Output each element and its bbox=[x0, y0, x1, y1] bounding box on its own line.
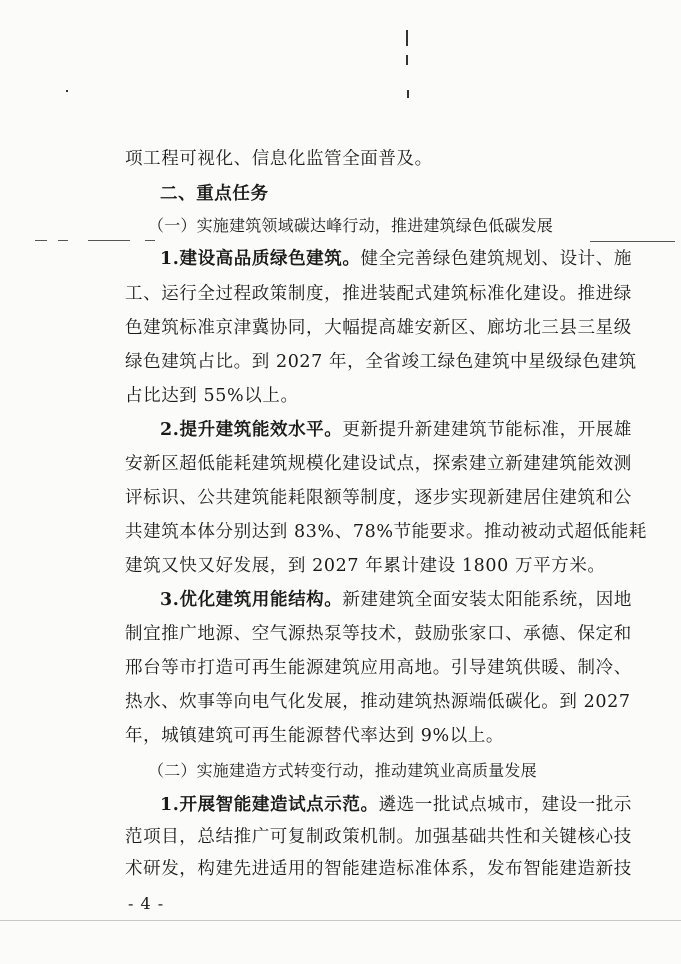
text-line: 工、运行全过程政策制度，推进装配式建筑标准化建设。推进绿 bbox=[125, 284, 632, 304]
text-line: 年，城镇建筑可再生能源替代率达到 9%以上。 bbox=[125, 726, 505, 746]
lead-heading: 2.提升建筑能效水平。 bbox=[160, 420, 343, 440]
lead-heading: 1.建设高品质绿色建筑。 bbox=[160, 249, 361, 269]
section-heading: 二、重点任务 bbox=[160, 184, 269, 204]
scan-dash bbox=[590, 241, 675, 242]
lead-text: 健全完善绿色建筑规划、设计、施 bbox=[360, 249, 632, 269]
text-line: 范项目，总结推广可复制政策机制。加强基础共性和关键核心技 bbox=[125, 827, 632, 847]
paragraph-lead-line bbox=[160, 245, 632, 273]
paragraph-lead-line bbox=[160, 416, 632, 444]
text-line: 占比达到 55%以上。 bbox=[125, 386, 299, 406]
lead-text: 遴选一批试点城市，建设一批示 bbox=[378, 795, 632, 815]
scan-dash bbox=[35, 240, 47, 241]
subsection-heading: （二）实施建造方式转变行动，推动建筑业高质量发展 bbox=[148, 761, 537, 780]
text-line: 共建筑本体分别达到 83%、78%节能要求。推动被动式超低能耗 bbox=[125, 522, 647, 542]
paragraph-lead-line bbox=[160, 586, 632, 614]
lead-text: 新建建筑全面安装太阳能系统，因地 bbox=[342, 590, 632, 610]
paragraph-lead-line bbox=[160, 791, 632, 819]
text-line: 评标识、公共建筑能耗限额等制度，逐步实现新建居住建筑和公 bbox=[125, 488, 632, 508]
scan-mark bbox=[406, 30, 408, 46]
text-line: 术研发，构建先进适用的智能建造标准体系，发布智能建造新技 bbox=[125, 859, 632, 879]
text-line: 绿色建筑占比。到 2027 年，全省竣工绿色建筑中星级绿色建筑 bbox=[125, 352, 637, 372]
scan-mark bbox=[66, 90, 68, 92]
lead-heading: 1.开展智能建造试点示范。 bbox=[160, 795, 379, 815]
scan-mark bbox=[407, 90, 409, 98]
text-line: 热水、炊事等向电气化发展，推动建筑热源端低碳化。到 2027 bbox=[125, 692, 631, 712]
scan-dash bbox=[88, 240, 130, 241]
page-edge-line bbox=[0, 920, 681, 921]
scan-dash bbox=[145, 240, 155, 241]
lead-heading: 3.优化建筑用能结构。 bbox=[160, 590, 343, 610]
text-line: 项工程可视化、信息化监管全面普及。 bbox=[125, 149, 433, 169]
page-number: - 4 - bbox=[128, 894, 165, 913]
text-line: 建筑又快又好发展，到 2027 年累计建设 1800 万平方米。 bbox=[125, 556, 606, 576]
text-line: 安新区超低能耗建筑规模化建设试点，探索建立新建建筑能效测 bbox=[125, 454, 632, 474]
text-line: 制宜推广地源、空气源热泵等技术，鼓励张家口、承德、保定和 bbox=[125, 624, 632, 644]
scan-mark bbox=[406, 55, 408, 65]
text-line: 邢台等市打造可再生能源建筑应用高地。引导建筑供暖、制冷、 bbox=[125, 658, 632, 678]
lead-text: 更新提升新建建筑节能标准，开展雄 bbox=[342, 420, 632, 440]
text-line: 色建筑标准京津冀协同，大幅提高雄安新区、廊坊北三县三星级 bbox=[125, 318, 632, 338]
scan-dash bbox=[58, 240, 68, 241]
subsection-heading: （一）实施建筑领域碳达峰行动，推进建筑绿色低碳发展 bbox=[148, 216, 554, 235]
